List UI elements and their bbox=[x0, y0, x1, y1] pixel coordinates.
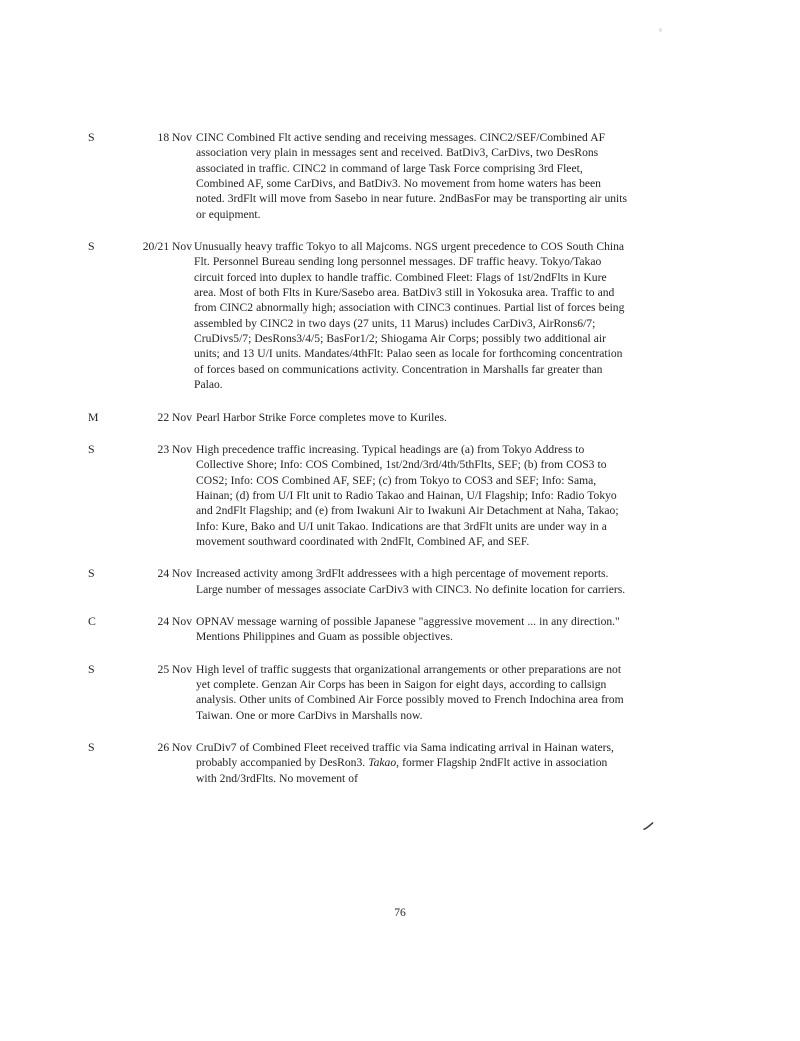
entry-body bbox=[194, 239, 628, 392]
pen-check-mark-icon bbox=[643, 818, 656, 827]
entry-paragraph: Unusually heavy traffic Tokyo to all Majcoms. NGS urgent precedence to COS South China Flt. Personnel Bureau sending long personnel messages. DF traffic heavy. Tokyo/Takao circuit forced into duplex to handle traffic. Combined Fleet: Flags of 1st/2ndFlts in Kure area. Most of both Flts in Kure/Sasebo area. BatDiv3 still in Yokosuka area. Traffic to and from CINC2 abnormally high; association with CINC3 continues. Partial list of forces being assembled by CINC2 in two days (27 units, 11 Marus) includes CarDiv3, AirRons6/7; CruDivs5/7; DesRons3/4/5; BasFor1/2; Shiogama Air Corps; possibly two additional air units; and 13 U/I units. Mandates/4thFlt: Palao seen as locale for forthcoming concentration of forces based on communications activity. Concentration in Marshalls far greater than Palao. bbox=[194, 240, 625, 392]
entry-paragraph: CINC Combined Flt active sending and receiving messages. CINC2/SEF/Combined AF association very plain in messages sent and received. BatDiv3, CarDivs, two DesRons associated in traffic. CINC2 in command of large Task Force comprising 3rd Fleet, Combined AF, some CarDivs, and BatDiv3. No movement from home waters has been noted. 3rdFlt will move from Sasebo in near future. 2ndBasFor may be transporting air units or equipment. bbox=[196, 131, 627, 221]
entry-paragraph: High precedence traffic increasing. Typical headings are (a) from Tokyo Address to Collective Shore; Info: COS Combined, 1st/2nd/3rd/4th/5thFlts, SEF; (b) from COS3 to COS2; Info: COS Combined AF, SEF; (c) from Tokyo to COS3 and SEF; Info: Sama, Hainan; (d) from U/I Flt unit to Radio Takao and Hainan, U/I Flagship; Info: Radio Tokyo and 2ndFlt Flagship; and (e) from Iwakuni Air to Iwakuni Air Detachment at Naha, Takao; Info: Kure, Bako and U/I unit Takao. Indications are that 3rdFlt units are under way in a movement southward coordinated with 2ndFlt, Combined AF, and SEF. bbox=[196, 442, 619, 548]
chronology-entry bbox=[88, 614, 628, 645]
entry-date: 22 Nov bbox=[157, 410, 192, 424]
entry-classification: S bbox=[88, 441, 95, 456]
entry-classification: S bbox=[88, 566, 95, 581]
entry-date: 23 Nov bbox=[157, 442, 192, 456]
chronology-entry bbox=[88, 566, 628, 597]
chronology-entry-list bbox=[88, 130, 628, 803]
chronology-entry bbox=[88, 410, 628, 425]
chronology-entry bbox=[88, 740, 628, 786]
chronology-entry bbox=[88, 239, 628, 392]
entry-body bbox=[196, 410, 628, 425]
entry-classification: S bbox=[88, 239, 95, 254]
entry-body bbox=[196, 442, 628, 549]
chronology-entry bbox=[88, 130, 628, 222]
entry-classification: C bbox=[88, 613, 96, 628]
entry-classification: M bbox=[88, 409, 99, 424]
entry-body bbox=[196, 130, 628, 222]
entry-body bbox=[196, 614, 628, 645]
chronology-entry bbox=[88, 442, 628, 549]
entry-paragraph: Increased activity among 3rdFlt addressees with a high percentage of movement reports. Large number of messages associate CarDiv3 with CINC3. No definite location for carriers. bbox=[196, 567, 626, 596]
entry-classification: S bbox=[88, 740, 95, 754]
ship-name-italic: Takao bbox=[368, 756, 397, 770]
entry-paragraph: High level of traffic suggests that organizational arrangements or other preparations are not yet complete. Genzan Air Corps has been in Saigon for eight days, according to callsign analysis. Other units of Combined Air Force possibly moved to French Indochina area from Taiwan. One or more CarDivs in Marshalls now. bbox=[196, 662, 624, 722]
entry-paragraph: OPNAV message warning of possible Japanese "aggressive movement ... in any direction." Mentions Philippines and Guam as possible objectives. bbox=[196, 614, 620, 644]
entry-body bbox=[196, 662, 628, 723]
entry-text-pre: CruDiv7 of Combined Fleet received traffic via Sama indicating arrival in Hainan waters, probably accompanied by DesRon3. bbox=[196, 741, 614, 770]
scan-speck-icon bbox=[659, 28, 662, 32]
entry-date: 25 Nov bbox=[157, 662, 192, 676]
entry-classification: S bbox=[88, 661, 95, 676]
entry-date: 18 Nov bbox=[157, 131, 192, 144]
entry-paragraph bbox=[196, 740, 628, 786]
entry-body bbox=[196, 566, 628, 597]
entry-paragraph: Pearl Harbor Strike Force completes move to Kuriles. bbox=[196, 410, 447, 424]
entry-classification: S bbox=[88, 130, 95, 144]
entry-body bbox=[196, 740, 628, 786]
entry-text-post: , former Flagship 2ndFlt active in association with 2nd/3rdFlts. No movement of bbox=[196, 756, 608, 785]
entry-date: 24 Nov bbox=[157, 567, 192, 581]
chronology-entry bbox=[88, 662, 628, 723]
entry-date: 24 Nov bbox=[157, 614, 192, 628]
entry-date: 20/21 Nov bbox=[142, 240, 192, 254]
entry-date: 26 Nov bbox=[157, 741, 192, 754]
page-number: 76 bbox=[394, 906, 406, 919]
